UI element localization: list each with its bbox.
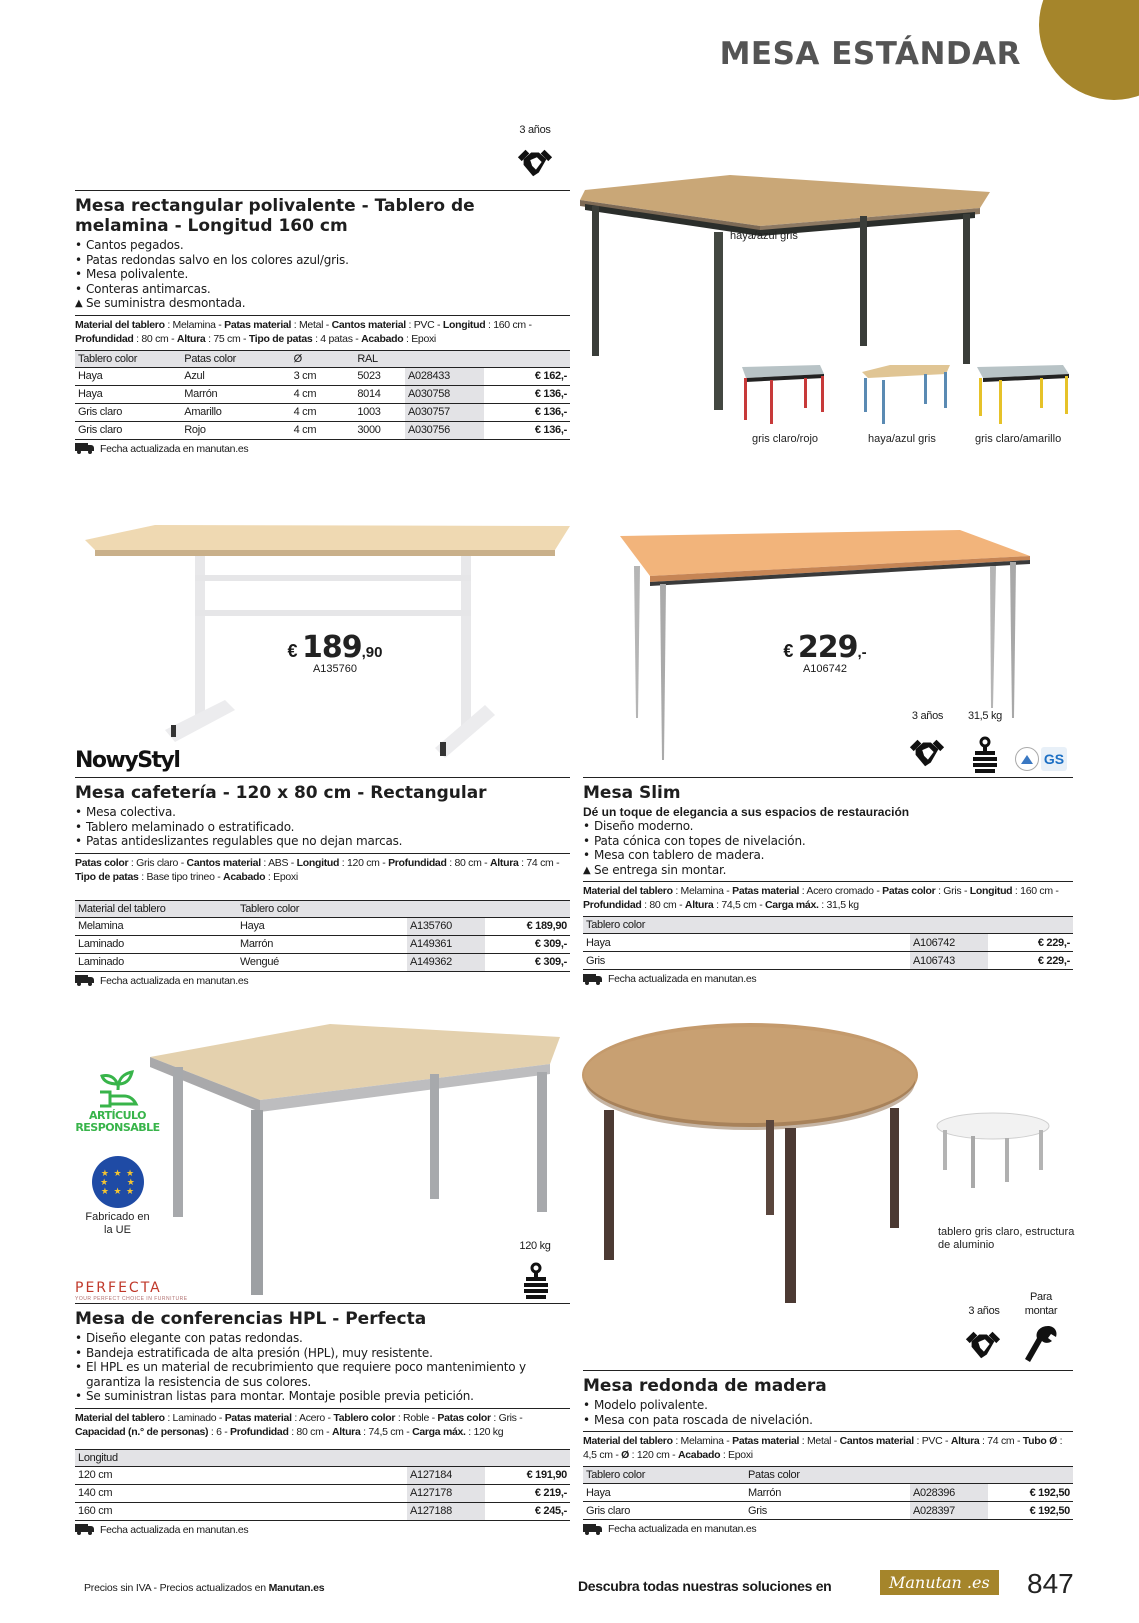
feature-item: • Se suministran listas para montar. Montaje posible previa petición. [75, 1389, 570, 1404]
cell: 5023 [354, 367, 405, 385]
spec-value: : Gris - [490, 1411, 523, 1424]
cell: 3 cm [291, 367, 355, 385]
spec-key: Tipo de patas [248, 332, 313, 345]
delivery-note: Fecha actualizada en manutan.es [75, 1524, 570, 1536]
delivery-note: Fecha actualizada en manutan.es [583, 973, 1073, 985]
spec-line [583, 1431, 1073, 1462]
spec-value: : 80 cm - [133, 332, 177, 345]
spec-key: Tubo Ø [1022, 1435, 1057, 1447]
assembly-note: ▲ Se suministra desmontada. [75, 296, 570, 311]
variant-caption: gris claro/amarillo [975, 433, 1062, 445]
feature-item: • Mesa con pata roscada de nivelación. [583, 1413, 1073, 1428]
spec-key: Patas material [224, 318, 292, 331]
article-ref: A149361 [407, 935, 485, 953]
feature-item: • Pata cónica con topes de nivelación. [583, 834, 1073, 849]
price: € 189,90 [485, 917, 570, 935]
spec-key: Longitud [296, 856, 340, 869]
wrench-icon [1024, 1324, 1060, 1366]
feature-list [583, 819, 1073, 877]
handshake-warranty-icon [516, 144, 554, 182]
feature-list [75, 1331, 570, 1404]
cell: Marrón [745, 1484, 910, 1502]
spec-key: Cantos material [186, 856, 261, 869]
spec-key: Longitud [969, 885, 1013, 897]
variant-image-grey-red [740, 362, 825, 424]
assembly-label: Para montar [1024, 1291, 1058, 1317]
delivery-note: Fecha actualizada en manutan.es [75, 443, 570, 455]
spec-key: Ø [621, 1449, 630, 1461]
price: € 136,- [484, 421, 570, 439]
feature-item: • Mesa con tablero de madera. [583, 848, 1073, 863]
spec-value: : PVC - [405, 318, 443, 331]
feature-item: • Modelo polivalente. [583, 1398, 1073, 1413]
price-table [75, 900, 570, 972]
table-row [75, 953, 570, 971]
article-ref: A106742 [910, 934, 988, 952]
price: € 192,50 [988, 1502, 1073, 1520]
column-header: Material del tablero [75, 900, 237, 917]
spec-key: Profundidad [230, 1425, 289, 1438]
weight-icon [522, 1262, 550, 1300]
cell: Gris claro [583, 1502, 745, 1520]
price: € 136,- [484, 385, 570, 403]
price: € 229,- [988, 952, 1073, 970]
cell: 4 cm [291, 421, 355, 439]
cell: Haya [75, 385, 181, 403]
column-header: Tablero color [583, 917, 910, 934]
price-tag-ref: A135760 [312, 663, 358, 675]
spec-value: : Epoxi [265, 870, 298, 883]
spec-value: : Laminado - [164, 1411, 225, 1424]
spec-value: : 120 kg [465, 1425, 504, 1438]
cell: Laminado [75, 935, 237, 953]
cell: 1003 [354, 403, 405, 421]
product-title: Mesa Slim [583, 783, 681, 803]
price: € 191,90 [485, 1466, 570, 1484]
spec-key: Profundidad [75, 332, 134, 345]
delivery-note: Fecha actualizada en manutan.es [75, 975, 570, 987]
page-number: 847 [1027, 1568, 1074, 1599]
spec-key: Capacidad (n.° de personas) [75, 1425, 209, 1438]
variant-image-round-grey [935, 1112, 1055, 1192]
spec-key: Cantos material [839, 1435, 914, 1447]
feature-list [75, 805, 570, 849]
article-ref: A149362 [407, 953, 485, 971]
header-accent-circle [1039, 0, 1139, 100]
spec-value: : Acero - [291, 1411, 334, 1424]
spec-value: : 31,5 kg [818, 899, 859, 911]
manutan-logo[interactable]: Manutan .es [880, 1570, 999, 1595]
spec-key: Carga máx. [765, 899, 819, 911]
handshake-warranty-icon [908, 734, 946, 772]
cell: Rojo [181, 421, 290, 439]
price: € 309,- [485, 935, 570, 953]
variant-caption: gris claro/rojo [752, 433, 819, 445]
table-row [583, 934, 1073, 952]
product-redonda [583, 1370, 1073, 1535]
spec-key: Altura [950, 1435, 980, 1447]
plant-hand-icon [96, 1068, 140, 1110]
table-row [75, 1502, 570, 1520]
feature-list [583, 1398, 1073, 1427]
table-row [583, 1484, 1073, 1502]
spec-value: : 74,5 cm - [360, 1425, 413, 1438]
spec-line [75, 1408, 570, 1439]
cell: Azul [181, 367, 290, 385]
certification-badges [1015, 747, 1069, 772]
spec-line [75, 315, 570, 346]
cell: Gris [745, 1502, 910, 1520]
price-table [583, 916, 1073, 970]
spec-key: Longitud [442, 318, 486, 331]
spec-value: : 120 cm - [629, 1449, 678, 1461]
spec-key: Patas material [732, 885, 800, 897]
spec-value: : Epoxi [403, 332, 436, 345]
table-row [75, 367, 570, 385]
feature-item: • Patas antideslizantes regulables que no dejan marcas. [75, 834, 570, 849]
table-row [75, 917, 570, 935]
price: € 309,- [485, 953, 570, 971]
spec-key: Tablero color [333, 1411, 396, 1424]
cell: Laminado [75, 953, 237, 971]
truck-icon [75, 443, 95, 454]
eu-made-label: Fabricado en la UE [85, 1211, 150, 1236]
cell: Haya [237, 917, 407, 935]
eu-flag-icon: ★ ★ ★ ★ ★ ★ ★ ★ [92, 1156, 144, 1208]
product-conferencias [75, 1303, 570, 1536]
column-header: Tablero color [75, 350, 181, 367]
footer-cta: Descubra todas nuestras soluciones en [578, 1578, 832, 1594]
footer-disclaimer: Precios sin IVA - Precios actualizados en Manutan.es [84, 1582, 325, 1594]
variant-caption: haya/azul gris [868, 433, 936, 445]
spec-value: : 6 - [208, 1425, 231, 1438]
table-header-row [75, 900, 570, 917]
column-header: Tablero color [583, 1467, 745, 1484]
image-caption: haya/azul gris [730, 230, 798, 242]
feature-item: • El HPL es un material de recubrimiento que requiere poco mantenimiento y garantiza la resistencia de sus colores. [75, 1360, 570, 1389]
spec-key: Material del tablero [75, 1411, 165, 1424]
feature-item: • Tablero melaminado o estratificado. [75, 820, 570, 835]
spec-value: : 160 cm - [1012, 885, 1059, 897]
spec-key: Patas color [75, 856, 129, 869]
variant-image-beech-blue [860, 362, 950, 424]
spec-key: Acabado [677, 1449, 721, 1461]
spec-key: Altura [176, 332, 206, 345]
spec-value: : 80 cm - [288, 1425, 332, 1438]
cell: 3000 [354, 421, 405, 439]
spec-value: : Gris claro - [128, 856, 187, 869]
column-header: Tablero color [237, 900, 407, 917]
spec-key: Cantos material [331, 318, 406, 331]
spec-key: Patas color [437, 1411, 491, 1424]
article-ref: A030757 [405, 403, 484, 421]
spec-value: : Melamina - [164, 318, 225, 331]
feature-item: • Diseño moderno. [583, 819, 1073, 834]
spec-value: : 74 cm - [518, 856, 560, 869]
article-ref: A106743 [910, 952, 988, 970]
table-row [75, 935, 570, 953]
table-row [583, 952, 1073, 970]
table-row [75, 421, 570, 439]
spec-value: : 120 cm - [339, 856, 389, 869]
article-ref: A028433 [405, 367, 484, 385]
table-row [583, 1502, 1073, 1520]
cell: Haya [583, 934, 910, 952]
cell: Marrón [181, 385, 290, 403]
price-tag-ref: A106742 [802, 663, 848, 675]
table-header-row [583, 917, 1073, 934]
truck-icon [75, 975, 95, 986]
gs-certification-icon: GS [1041, 747, 1067, 771]
footer-link[interactable]: Manutan.es [268, 1582, 325, 1594]
feature-item: • Mesa colectiva. [75, 805, 570, 820]
page-title: MESA ESTÁNDAR [719, 36, 1021, 72]
spec-key: Material del tablero [75, 318, 165, 331]
column-header: RAL [354, 350, 405, 367]
price-table [583, 1466, 1073, 1520]
feature-item: • Mesa polivalente. [75, 267, 570, 282]
variant-image-grey-yellow [975, 362, 1070, 424]
spec-value: : 80 cm - [641, 899, 685, 911]
spec-value: : Base tipo trineo - [138, 870, 224, 883]
feature-item: • Cantos pegados. [75, 238, 570, 253]
article-ref: A135760 [407, 917, 485, 935]
spec-value: : 80 cm - [446, 856, 490, 869]
warranty-label: 3 años [911, 710, 944, 722]
cell: Haya [75, 367, 181, 385]
cell: 120 cm [75, 1466, 407, 1484]
spec-value: : Metal - [291, 318, 332, 331]
article-ref: A030758 [405, 385, 484, 403]
spec-line [583, 881, 1073, 912]
feature-item: • Bandeja estratificada de alta presión (HPL), muy resistente. [75, 1346, 570, 1361]
table-header-row [75, 350, 570, 367]
brand-logo-perfecta: PERFECTA YOUR PERFECT CHOICE IN FURNITURE [75, 1280, 188, 1302]
max-load-label: 31,5 kg [968, 710, 1002, 722]
product-slim [583, 777, 1073, 985]
article-ref: A127188 [407, 1502, 485, 1520]
cell: Amarillo [181, 403, 290, 421]
product-title: Mesa redonda de madera [583, 1376, 827, 1396]
badge-responsible [75, 1068, 160, 1134]
image-caption: tablero gris claro, estructura de aluminio [938, 1226, 1075, 1251]
spec-key: Altura [684, 899, 714, 911]
product-title: Mesa cafetería - 120 x 80 cm - Rectangular [75, 783, 487, 803]
spec-key: Material del tablero [583, 1435, 673, 1447]
product-cafeteria [75, 777, 570, 987]
spec-key: Altura [489, 856, 519, 869]
product-image-conferencias [150, 1022, 560, 1297]
feature-item: • Conteras antimarcas. [75, 282, 570, 297]
spec-value: : Melamina - [672, 1435, 733, 1447]
price-table [75, 1449, 570, 1521]
feature-item: • Patas redondas salvo en los colores azul/gris. [75, 253, 570, 268]
price: € 136,- [484, 403, 570, 421]
spec-value: : Metal - [799, 1435, 840, 1447]
warranty-label: 3 años [519, 124, 551, 136]
column-header: Longitud [75, 1449, 407, 1466]
table-row [75, 403, 570, 421]
column-header: Patas color [181, 350, 290, 367]
product-image-redonda [580, 1020, 920, 1305]
table-row [75, 1484, 570, 1502]
price: € 192,50 [988, 1484, 1073, 1502]
spec-key: Material del tablero [583, 885, 673, 897]
cell: 140 cm [75, 1484, 407, 1502]
column-header: Patas color [745, 1467, 910, 1484]
price-tag-slim: € 229,- A106742 [770, 630, 880, 675]
cell: Marrón [237, 935, 407, 953]
spec-value: : 4,5 cm - [583, 1435, 1063, 1461]
cell: Gris claro [75, 403, 181, 421]
feature-item: • Diseño elegante con patas redondas. [75, 1331, 570, 1346]
cell: Haya [583, 1484, 745, 1502]
brand-logo-nowystyl: NowyStyl [75, 748, 180, 773]
cell: Gris [583, 952, 910, 970]
spec-line [75, 853, 570, 884]
spec-key: Profundidad [583, 899, 642, 911]
spec-value: : Melamina - [672, 885, 733, 897]
truck-icon [583, 974, 603, 985]
product-title: Mesa de conferencias HPL - Perfecta [75, 1309, 427, 1329]
max-load-label: 120 kg [519, 1240, 551, 1252]
spec-value: : 74 cm - [979, 1435, 1023, 1447]
spec-value: : 74,5 cm - [713, 899, 766, 911]
table-header-row [583, 1467, 1073, 1484]
weight-icon [971, 736, 999, 774]
spec-value: : Acero cromado - [799, 885, 883, 897]
table-row [75, 1466, 570, 1484]
article-ref: A028397 [910, 1502, 988, 1520]
cell: 4 cm [291, 385, 355, 403]
spec-key: Patas material [224, 1411, 292, 1424]
delivery-note: Fecha actualizada en manutan.es [583, 1523, 1073, 1535]
spec-value: : Epoxi [720, 1449, 753, 1461]
spec-key: Patas material [732, 1435, 800, 1447]
price: € 219,- [485, 1484, 570, 1502]
cell: Wengué [237, 953, 407, 971]
spec-key: Acabado [223, 870, 266, 883]
spec-value: : Gris - [935, 885, 970, 897]
responsible-label: ARTÍCULO RESPONSABLE [75, 1109, 160, 1134]
column-header: Ø [291, 350, 355, 367]
price: € 229,- [988, 934, 1073, 952]
spec-key: Acabado [361, 332, 404, 345]
feature-list [75, 238, 570, 311]
truck-icon [75, 1524, 95, 1535]
tuv-certification-icon [1015, 747, 1039, 771]
spec-value: : PVC - [913, 1435, 951, 1447]
product-title: Mesa rectangular polivalente - Tablero de melamina - Longitud 160 cm [75, 196, 475, 236]
spec-key: Patas color [882, 885, 936, 897]
cell: Gris claro [75, 421, 181, 439]
warranty-label: 3 años [968, 1305, 1000, 1317]
product-rectangular [75, 190, 570, 455]
article-ref: A127178 [407, 1484, 485, 1502]
article-ref: A030756 [405, 421, 484, 439]
product-subtitle: Dé un toque de elegancia a sus espacios de restauración [583, 805, 910, 819]
spec-key: Carga máx. [412, 1425, 466, 1438]
spec-value: : 160 cm - [485, 318, 532, 331]
cell: Melamina [75, 917, 237, 935]
spec-key: Tipo de patas [75, 870, 139, 883]
price: € 162,- [484, 367, 570, 385]
spec-value: : ABS - [260, 856, 297, 869]
spec-key: Profundidad [388, 856, 447, 869]
cell: 4 cm [291, 403, 355, 421]
truck-icon [583, 1524, 603, 1535]
article-ref: A127184 [407, 1466, 485, 1484]
assembly-note: ▲ Se entrega sin montar. [583, 863, 1073, 878]
cell: 160 cm [75, 1502, 407, 1520]
price-tag-cafeteria: € 189,90 A135760 [280, 630, 390, 675]
spec-value: : 75 cm - [205, 332, 249, 345]
table-header-row [75, 1449, 570, 1466]
table-row [75, 385, 570, 403]
price-table [75, 350, 570, 440]
article-ref: A028396 [910, 1484, 988, 1502]
spec-value: : Roble - [395, 1411, 438, 1424]
spec-key: Altura [331, 1425, 361, 1438]
handshake-warranty-icon [964, 1326, 1002, 1364]
spec-value: : 4 patas - [312, 332, 362, 345]
price: € 245,- [485, 1502, 570, 1520]
cell: 8014 [354, 385, 405, 403]
